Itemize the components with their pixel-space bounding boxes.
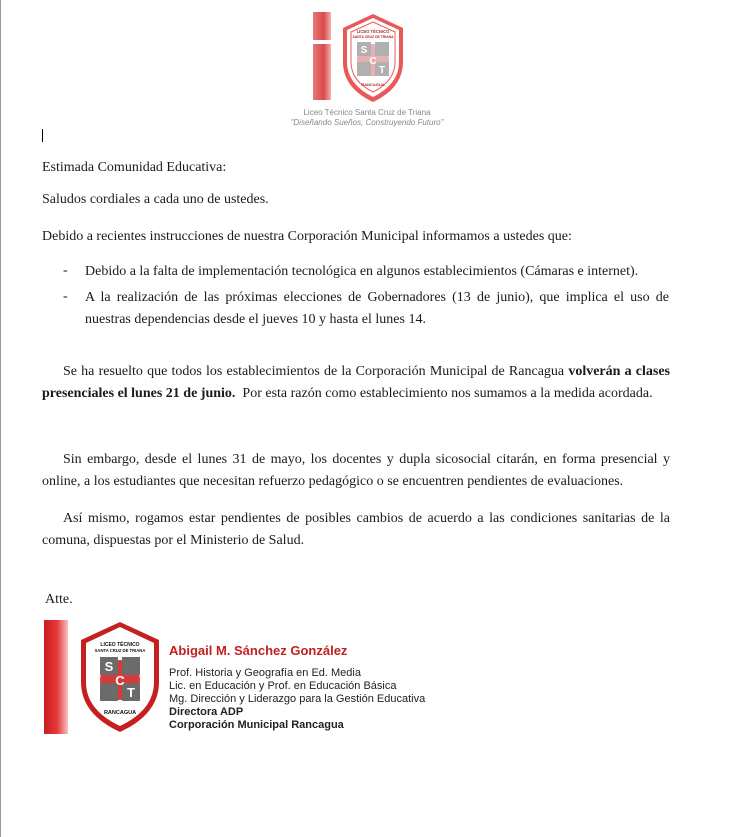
header-logo-text-middle: SANTA CRUZ DE TRIANA (352, 35, 394, 39)
bullet-item-1: Debido a la falta de implementación tecnológica en algunos establecimientos (Cámaras e internet). (85, 264, 639, 279)
header-logo-text-top: LICEO TÉCNICO (356, 29, 390, 34)
paragraph-1-bold: volverán a clases presenciales el lunes 21 de junio. (42, 364, 670, 401)
header-logo-bar (313, 12, 331, 100)
text-cursor (42, 129, 43, 142)
bullet-marker-2: - (63, 289, 68, 304)
signature-line-2: Lic. en Educación y Prof. en Educación Básica (169, 680, 397, 692)
paragraph-1-start: Se ha resuelto que todos los establecimientos de la Corporación Municipal de Rancagua (63, 364, 569, 379)
paragraph-1-end: Por esta razón como establecimiento nos sumamos a la medida acordada. (235, 386, 653, 401)
header-logo-letter-s: S (360, 45, 368, 56)
bullet-marker-1: - (63, 263, 68, 278)
signature-organization: Corporación Municipal Rancagua (169, 719, 344, 731)
letter-paragraph-1 (42, 361, 670, 405)
signature-logo-letter-t: T (127, 685, 135, 700)
header-logo-letter-t: T (378, 65, 386, 76)
page-left-border (0, 0, 1, 837)
letter-closing: Atte. (45, 592, 73, 607)
header-logo-text-bottom: RANCAGUA (361, 82, 385, 87)
signature-line-3: Mg. Dirección y Liderazgo para la Gestión Educativa (169, 693, 426, 705)
letter-paragraph-3: Así mismo, rogamos estar pendientes de posibles cambios de acuerdo a las condiciones sanitarias de la comuna, dispuestas por el Ministerio de Salud. (42, 511, 670, 548)
signature-logo-text-top: LICEO TÉCNICO (100, 642, 140, 648)
letter-paragraph-2: Sin embargo, desde el lunes 31 de mayo, los docentes y dupla sicosocial citarán, en forma presencial y online, a los estudiantes que necesitan refuerzo pedagógico o se encuentren pendientes de evaluaciones. (42, 452, 670, 489)
header-logo-letter-c: C (369, 56, 377, 67)
header-school-name: Liceo Técnico Santa Cruz de Triana (303, 108, 431, 117)
signature-logo-bar (44, 620, 68, 734)
signature-school-shield-logo (77, 620, 163, 734)
signature-logo-letter-c: C (115, 673, 125, 688)
header-school-shield-logo (339, 12, 407, 104)
bullet-item-2: A la realización de las próximas elecciones de Gobernadores (13 de junio), que implica el uso de nuestras dependencias desde el jueves 10 y hasta el lunes 14. (85, 290, 669, 327)
header-logo-bar-gap (313, 40, 331, 44)
signature-logo-text-middle: SANTA CRUZ DE TRIANA (94, 648, 146, 653)
header-school-motto: "Diseñando Sueños, Construyendo Futuro" (290, 118, 444, 127)
signature-name: Abigail M. Sánchez González (169, 643, 348, 658)
signature-title: Directora ADP (169, 706, 244, 718)
signature-logo-text-bottom: RANCAGUA (103, 710, 137, 716)
letter-greeting: Estimada Comunidad Educativa: (42, 160, 227, 175)
signature-line-1: Prof. Historia y Geografía en Ed. Media (169, 667, 361, 679)
letter-salutation: Saludos cordiales a cada uno de ustedes. (42, 192, 269, 207)
signature-logo-letter-s: S (104, 659, 114, 674)
letter-intro: Debido a recientes instrucciones de nuestra Corporación Municipal informamos a ustedes que: (42, 229, 572, 244)
